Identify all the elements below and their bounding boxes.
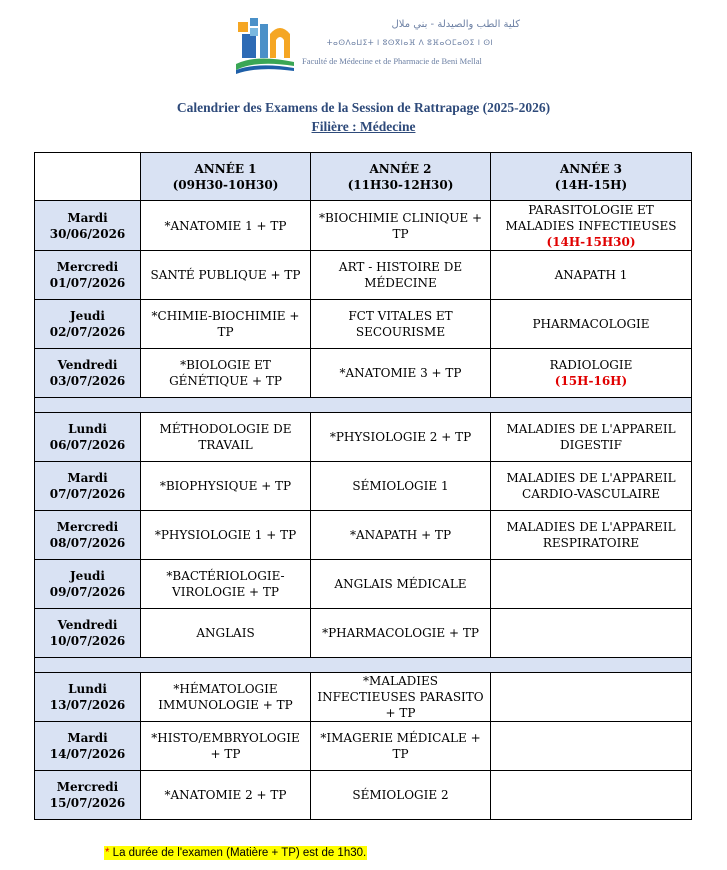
day-name: Mardi xyxy=(67,210,108,225)
table-row xyxy=(35,560,692,609)
exam-year2-cell: *IMAGERIE MÉDICALE + TP xyxy=(311,722,491,771)
exam-year1-cell: *BIOPHYSIQUE + TP xyxy=(141,462,311,511)
exam-year2-cell: FCT VITALES ET SECOURISME xyxy=(311,300,491,349)
exam-year1-cell: MÉTHODOLOGIE DE TRAVAIL xyxy=(141,413,311,462)
day-name: Mardi xyxy=(67,731,108,745)
exam-year2-cell: *PHARMACOLOGIE + TP xyxy=(311,609,491,658)
column-header-year3: ANNÉE 3 (14H-15H) xyxy=(491,153,692,201)
day-name: Jeudi xyxy=(70,569,105,583)
day-name: Mercredi xyxy=(56,520,119,534)
day-date: 06/07/2026 xyxy=(49,438,126,452)
exam-year1-cell: ANGLAIS xyxy=(141,609,311,658)
exam-year3-cell xyxy=(491,609,692,658)
exam-year3-cell xyxy=(491,349,692,398)
exam-year1-cell: *ANATOMIE 2 + TP xyxy=(141,771,311,820)
day-date: 14/07/2026 xyxy=(49,747,126,761)
exam-year3-subject: RADIOLOGIE xyxy=(549,358,633,372)
day-cell xyxy=(35,722,141,771)
exam-year3-subject: MALADIES DE L'APPAREIL RESPIRATOIRE xyxy=(506,520,676,550)
exam-year2-cell: SÉMIOLOGIE 1 xyxy=(311,462,491,511)
table-row xyxy=(35,201,692,251)
table-row xyxy=(35,462,692,511)
institution-name-french: Faculté de Médecine et de Pharmacie de Beni Mellal xyxy=(302,56,482,66)
table-row xyxy=(35,511,692,560)
exam-year1-cell: SANTÉ PUBLIQUE + TP xyxy=(141,251,311,300)
subtitle-text: Filière : Médecine xyxy=(311,119,416,134)
faculty-logo xyxy=(236,14,294,76)
day-name: Lundi xyxy=(68,422,107,436)
table-header-row xyxy=(35,153,692,201)
day-date: 30/06/2026 xyxy=(49,226,126,241)
exam-year3-cell xyxy=(491,673,692,722)
week-separator xyxy=(35,398,692,413)
day-cell xyxy=(35,771,141,820)
day-date: 13/07/2026 xyxy=(49,698,126,712)
exam-year2-cell: *ANATOMIE 3 + TP xyxy=(311,349,491,398)
day-name: Jeudi xyxy=(70,309,105,323)
institution-name-arabic: كلية الطب والصيدلة - بني ملال xyxy=(391,19,520,30)
page-subtitle xyxy=(0,119,727,135)
exam-year3-cell xyxy=(491,511,692,560)
exam-year1-cell: *BIOLOGIE ET GÉNÉTIQUE + TP xyxy=(141,349,311,398)
day-date: 08/07/2026 xyxy=(49,536,126,550)
table-row xyxy=(35,722,692,771)
day-date: 02/07/2026 xyxy=(49,325,126,339)
exam-year3-subject: ANAPATH 1 xyxy=(554,268,628,282)
day-date: 15/07/2026 xyxy=(49,796,126,810)
day-cell xyxy=(35,413,141,462)
exam-year3-subject: MALADIES DE L'APPAREIL CARDIO-VASCULAIRE xyxy=(506,471,676,501)
exam-year2-cell: *MALADIES INFECTIEUSES PARASITO + TP xyxy=(311,673,491,722)
exam-year3-subject: PARASITOLOGIE ET MALADIES INFECTIEUSES xyxy=(505,202,677,233)
day-cell xyxy=(35,560,141,609)
exam-year3-subject: MALADIES DE L'APPAREIL DIGESTIF xyxy=(506,422,676,452)
exam-year2-cell: ANGLAIS MÉDICALE xyxy=(311,560,491,609)
table-row xyxy=(35,609,692,658)
corner-cell xyxy=(35,153,141,201)
exam-year1-cell: *HÉMATOLOGIE IMMUNOLOGIE + TP xyxy=(141,673,311,722)
day-cell xyxy=(35,462,141,511)
exam-year3-cell xyxy=(491,560,692,609)
day-name: Vendredi xyxy=(57,618,118,632)
week-1-rows xyxy=(35,201,692,398)
note-asterisk: * xyxy=(105,847,110,859)
institution-name-tifinagh: ⵜⴰⵙⴷⴰⵡⵉⵜ ⵏ ⵓⵙⴳⵏⴰⴼ ⴷ ⵓⴼⴰⵔⵎⴰⵙⵉ ⵏ ⵙⵏ xyxy=(326,38,494,47)
column-header-year2: ANNÉE 2 (11H30-12H30) xyxy=(311,153,491,201)
table-row xyxy=(35,349,692,398)
exam-year2-cell: *ANAPATH + TP xyxy=(311,511,491,560)
day-name: Mercredi xyxy=(56,780,119,794)
table-row xyxy=(35,413,692,462)
day-date: 03/07/2026 xyxy=(49,374,126,388)
exam-year3-cell xyxy=(491,251,692,300)
day-cell xyxy=(35,511,141,560)
week-2-rows xyxy=(35,413,692,658)
day-name: Mercredi xyxy=(56,260,119,274)
note-text: La durée de l'examen (Matière + TP) est de 1h30. xyxy=(109,847,367,859)
exam-year3-cell xyxy=(491,722,692,771)
day-cell xyxy=(35,673,141,722)
day-date: 10/07/2026 xyxy=(49,634,126,648)
exam-year2-cell: ART - HISTOIRE DE MÉDECINE xyxy=(311,251,491,300)
day-cell xyxy=(35,201,141,251)
day-cell xyxy=(35,349,141,398)
exam-year1-cell: *PHYSIOLOGIE 1 + TP xyxy=(141,511,311,560)
exam-year3-time: (15H-16H) xyxy=(554,374,628,388)
week-3-rows xyxy=(35,673,692,820)
day-name: Mardi xyxy=(67,471,108,485)
exam-year1-cell: *HISTO/EMBRYOLOGIE + TP xyxy=(141,722,311,771)
day-date: 07/07/2026 xyxy=(49,487,126,501)
table-row xyxy=(35,673,692,722)
exam-year2-cell: *PHYSIOLOGIE 2 + TP xyxy=(311,413,491,462)
day-name: Vendredi xyxy=(57,358,118,372)
exam-year3-cell xyxy=(491,462,692,511)
day-date: 01/07/2026 xyxy=(49,276,126,290)
day-cell xyxy=(35,251,141,300)
table-row xyxy=(35,771,692,820)
exam-year1-cell: *ANATOMIE 1 + TP xyxy=(141,201,311,251)
institution-name xyxy=(300,18,520,68)
exam-year3-time: (14H-15H30) xyxy=(546,234,636,249)
week-separator xyxy=(35,658,692,673)
day-cell xyxy=(35,300,141,349)
table-row xyxy=(35,300,692,349)
exam-year2-cell: SÉMIOLOGIE 2 xyxy=(311,771,491,820)
table-row xyxy=(35,251,692,300)
exam-year3-cell xyxy=(491,300,692,349)
exam-year3-cell xyxy=(491,413,692,462)
page-title: Calendrier des Examens de la Session de Rattrapage (2025-2026) xyxy=(176,100,551,115)
exam-year2-cell: *BIOCHIMIE CLINIQUE + TP xyxy=(311,201,491,251)
exam-schedule-table xyxy=(34,152,692,820)
column-header-year1: ANNÉE 1 (09H30-10H30) xyxy=(141,153,311,201)
day-date: 09/07/2026 xyxy=(49,585,126,599)
duration-note xyxy=(104,846,367,860)
exam-year3-cell xyxy=(491,771,692,820)
day-cell xyxy=(35,609,141,658)
exam-year1-cell: *BACTÉRIOLOGIE-VIROLOGIE + TP xyxy=(141,560,311,609)
day-name: Lundi xyxy=(68,682,107,696)
exam-year3-cell xyxy=(491,201,692,251)
exam-year1-cell: *CHIMIE-BIOCHIMIE + TP xyxy=(141,300,311,349)
exam-year3-subject: PHARMACOLOGIE xyxy=(532,317,650,331)
